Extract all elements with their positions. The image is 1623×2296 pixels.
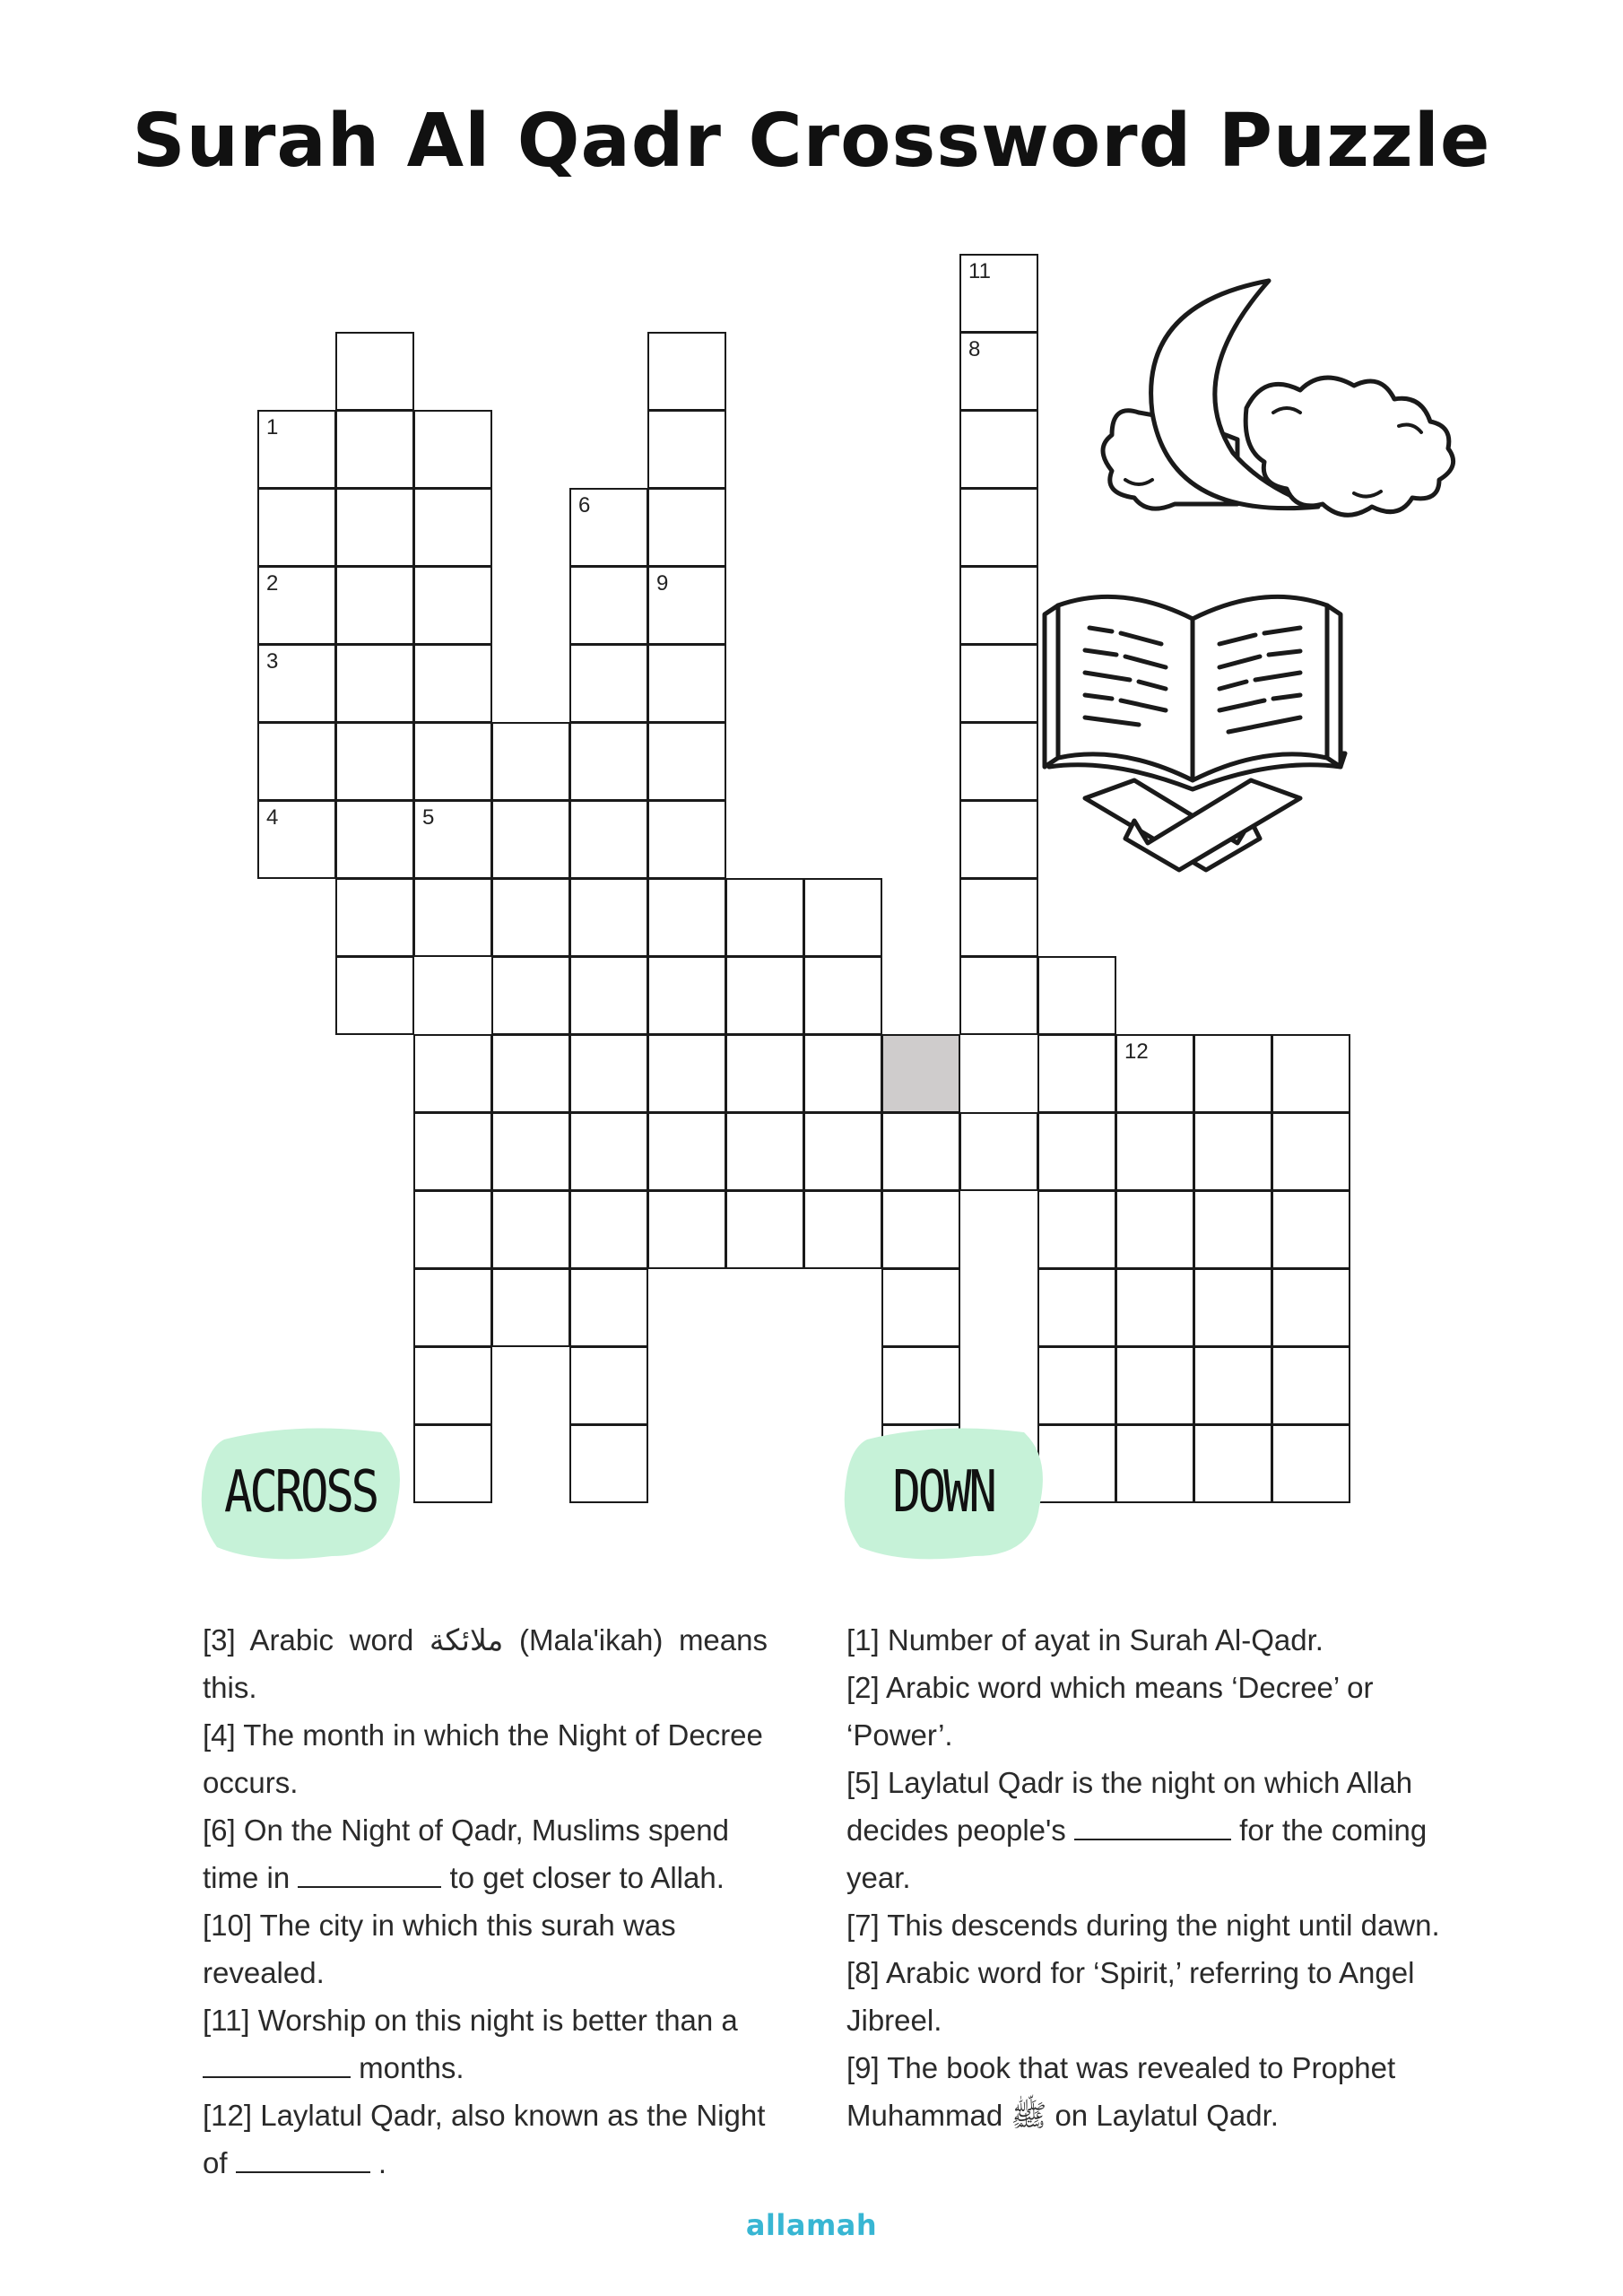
crossword-cell[interactable]	[959, 410, 1038, 489]
crossword-cell[interactable]	[257, 566, 336, 645]
crossword-cell[interactable]	[257, 800, 336, 879]
crossword-cell[interactable]	[959, 254, 1038, 333]
clue-text: [6] On the Night of Qadr, Muslims spend time in	[203, 1813, 729, 1894]
crossword-cell[interactable]	[959, 1112, 1038, 1191]
crossword-cell[interactable]	[1193, 1112, 1272, 1191]
crossword-cell[interactable]	[1037, 1424, 1116, 1503]
clue-text: on Laylatul Qadr.	[1046, 2099, 1279, 2132]
down-clue-7	[846, 1901, 1465, 1949]
crossword-cell[interactable]	[569, 956, 648, 1035]
across-clue-3	[203, 1616, 768, 1711]
crossword-cell[interactable]	[647, 644, 726, 723]
clue-number: 2	[266, 571, 279, 596]
across-clue-list	[203, 1616, 768, 2187]
crossword-cell[interactable]	[569, 1346, 648, 1425]
crossword-cell[interactable]	[335, 332, 414, 411]
down-clue-list	[846, 1616, 1465, 2139]
crossword-cell[interactable]	[959, 644, 1038, 723]
crossword-cell[interactable]	[335, 488, 414, 567]
crossword-cell[interactable]	[1115, 1190, 1194, 1269]
clue-text: [11] Worship on this night is better than a	[203, 2004, 738, 2037]
crossword-cell[interactable]	[1271, 1268, 1350, 1347]
crossword-cell[interactable]	[1271, 1190, 1350, 1269]
clue-number: 6	[578, 493, 591, 517]
crossword-cell[interactable]	[725, 1034, 804, 1113]
across-clue-10	[203, 1901, 768, 1996]
crossword-cell[interactable]	[1115, 1034, 1194, 1113]
crossword-cell[interactable]	[413, 566, 492, 645]
crossword-cell[interactable]	[413, 1346, 492, 1425]
answer-blank	[298, 1859, 441, 1888]
crossword-cell[interactable]	[1271, 1346, 1350, 1425]
crossword-cell[interactable]	[335, 956, 414, 1035]
clue-text: [12] Laylatul Qadr, also known as the Night of	[203, 2099, 766, 2179]
crossword-cell[interactable]	[647, 878, 726, 957]
clue-text: (Mala'ikah) means this.	[203, 1623, 768, 1704]
crossword-cell[interactable]	[1115, 1346, 1194, 1425]
crossword-cell[interactable]	[569, 1190, 648, 1269]
crossword-cell[interactable]	[569, 878, 648, 957]
crossword-cell[interactable]	[881, 1268, 960, 1347]
crossword-cell[interactable]	[491, 1268, 570, 1347]
clue-text: [7] This descends during the night until dawn.	[846, 1909, 1440, 1942]
clue-text: [8] Arabic word for ‘Spirit,’ referring to Angel Jibreel.	[846, 1956, 1415, 2037]
crossword-cell[interactable]	[257, 488, 336, 567]
crescent-moon-cloud-icon	[1085, 269, 1480, 565]
crossword-cell[interactable]	[569, 722, 648, 801]
crossword-cell[interactable]	[881, 1346, 960, 1425]
clue-text: [4] The month in which the Night of Decree occurs.	[203, 1718, 763, 1799]
clue-text: to get closer to Allah.	[441, 1861, 725, 1894]
crossword-cell[interactable]	[569, 1112, 648, 1191]
crossword-cell[interactable]	[725, 1112, 804, 1191]
crossword-cell[interactable]	[1037, 1112, 1116, 1191]
crossword-cell[interactable]	[881, 1112, 960, 1191]
crossword-cell[interactable]	[491, 1112, 570, 1191]
pbuh-symbol: ﷺ	[1011, 2098, 1047, 2133]
crossword-cell[interactable]	[725, 1190, 804, 1269]
across-clue-6	[203, 1806, 768, 1901]
puzzle-title: Surah Al Qadr Crossword Puzzle	[132, 99, 1491, 184]
crossword-cell[interactable]	[569, 566, 648, 645]
clue-number: 9	[656, 571, 669, 596]
crossword-cell[interactable]	[413, 1424, 492, 1503]
crossword-cell[interactable]	[1193, 1346, 1272, 1425]
crossword-cell[interactable]	[959, 956, 1038, 1035]
crossword-cell[interactable]	[1193, 1190, 1272, 1269]
crossword-cell[interactable]	[569, 1034, 648, 1113]
crossword-cell[interactable]	[647, 1112, 726, 1191]
crossword-cell[interactable]	[413, 800, 492, 879]
down-clue-9	[846, 2044, 1465, 2139]
crossword-cell[interactable]	[959, 332, 1038, 411]
crossword-cell[interactable]	[959, 878, 1038, 957]
crossword-cell[interactable]	[1037, 956, 1116, 1035]
clue-text: [10] The city in which this surah was revealed.	[203, 1909, 676, 1989]
crossword-cell[interactable]	[1271, 1034, 1350, 1113]
clue-number: 11	[968, 259, 991, 283]
crossword-cell[interactable]	[569, 488, 648, 567]
crossword-cell[interactable]	[803, 1190, 882, 1269]
crossword-cell[interactable]	[569, 800, 648, 879]
crossword-cell[interactable]	[413, 1268, 492, 1347]
clue-number: 8	[968, 337, 981, 361]
crossword-cell[interactable]	[413, 1190, 492, 1269]
down-clue-1	[846, 1616, 1465, 1664]
crossword-cell[interactable]	[335, 722, 414, 801]
crossword-cell[interactable]	[959, 722, 1038, 801]
crossword-cell[interactable]	[491, 800, 570, 879]
crossword-cell[interactable]	[335, 644, 414, 723]
crossword-cell[interactable]	[491, 956, 570, 1035]
crossword-cell[interactable]	[569, 1268, 648, 1347]
crossword-cell[interactable]	[335, 566, 414, 645]
crossword-cell[interactable]	[413, 488, 492, 567]
clue-text: [5] Laylatul Qadr is the night on which Allah decides people's	[846, 1766, 1413, 1847]
crossword-cell[interactable]	[491, 1034, 570, 1113]
across-clue-11	[203, 1996, 768, 2092]
across-heading: ACROSS	[224, 1459, 377, 1526]
clue-text: .	[369, 2146, 387, 2179]
clue-number: 4	[266, 805, 279, 830]
crossword-cell[interactable]	[335, 878, 414, 957]
crossword-cell[interactable]	[569, 644, 648, 723]
across-clue-4	[203, 1711, 768, 1806]
crossword-cell[interactable]	[725, 956, 804, 1035]
down-clue-8	[846, 1949, 1465, 2044]
crossword-cell[interactable]	[959, 566, 1038, 645]
crossword-cell[interactable]	[413, 1112, 492, 1191]
down-heading: DOWN	[892, 1459, 994, 1526]
clue-number: 5	[422, 805, 435, 830]
crossword-cell[interactable]	[803, 1112, 882, 1191]
clue-text: [3] Arabic word	[203, 1623, 430, 1657]
crossword-cell[interactable]	[647, 800, 726, 879]
crossword-cell[interactable]	[257, 722, 336, 801]
down-clue-2	[846, 1664, 1465, 1759]
crossword-cell[interactable]	[647, 488, 726, 567]
crossword-cell[interactable]	[647, 1034, 726, 1113]
answer-blank	[203, 2049, 351, 2078]
crossword-cell[interactable]	[569, 1424, 648, 1503]
clue-text: [9] The book that was revealed to Prophet Muhammad	[846, 2051, 1396, 2132]
crossword-cell[interactable]	[413, 1034, 492, 1113]
crossword-cell[interactable]	[1037, 1190, 1116, 1269]
crossword-blocked-cell	[881, 1034, 960, 1113]
clue-text: for the coming year.	[846, 1813, 1428, 1894]
crossword-cell[interactable]	[647, 956, 726, 1035]
crossword-cell[interactable]	[803, 956, 882, 1035]
across-clue-12	[203, 2092, 768, 2187]
crossword-cell[interactable]	[257, 410, 336, 489]
crossword-cell[interactable]	[491, 722, 570, 801]
answer-blank	[236, 2144, 370, 2173]
crossword-cell[interactable]	[647, 722, 726, 801]
crossword-cell[interactable]	[1271, 1112, 1350, 1191]
crossword-cell[interactable]	[647, 566, 726, 645]
crossword-cell[interactable]	[881, 1190, 960, 1269]
crossword-cell[interactable]	[413, 722, 492, 801]
crossword-cell[interactable]	[491, 1190, 570, 1269]
down-heading-badge	[840, 1422, 1046, 1563]
crossword-cell[interactable]	[647, 1190, 726, 1269]
crossword-cell[interactable]	[959, 488, 1038, 567]
crossword-cell[interactable]	[1115, 1112, 1194, 1191]
crossword-cell[interactable]	[413, 878, 492, 957]
crossword-cell[interactable]	[725, 878, 804, 957]
footer-brand-logo: allamah	[745, 2208, 878, 2242]
crossword-cell[interactable]	[803, 1034, 882, 1113]
crossword-cell[interactable]	[335, 800, 414, 879]
crossword-cell[interactable]	[257, 644, 336, 723]
clue-text: months.	[351, 2051, 464, 2084]
down-clue-5	[846, 1759, 1465, 1901]
clue-text: [1] Number of ayat in Surah Al-Qadr.	[846, 1623, 1324, 1657]
crossword-cell[interactable]	[413, 410, 492, 489]
crossword-cell[interactable]	[803, 878, 882, 957]
clue-number: 1	[266, 415, 279, 439]
crossword-cell[interactable]	[1193, 1424, 1272, 1503]
crossword-cell[interactable]	[1037, 1268, 1116, 1347]
clue-number: 12	[1124, 1039, 1149, 1064]
answer-blank	[1074, 1812, 1231, 1840]
crossword-cell[interactable]	[959, 800, 1038, 879]
across-heading-badge	[197, 1422, 404, 1563]
arabic-word: ملائكة	[429, 1622, 504, 1657]
crossword-cell[interactable]	[1193, 1034, 1272, 1113]
crossword-cell[interactable]	[1037, 1346, 1116, 1425]
crossword-cell[interactable]	[491, 878, 570, 957]
crossword-cell[interactable]	[335, 410, 414, 489]
clue-number: 3	[266, 649, 279, 674]
crossword-cell[interactable]	[1115, 1424, 1194, 1503]
crossword-cell[interactable]	[413, 644, 492, 723]
crossword-cell[interactable]	[647, 332, 726, 411]
clue-text: [2] Arabic word which means ‘Decree’ or ‘Power’.	[846, 1671, 1374, 1752]
open-quran-on-stand-icon	[1031, 574, 1354, 879]
crossword-cell[interactable]	[1271, 1424, 1350, 1503]
crossword-cell[interactable]	[1193, 1268, 1272, 1347]
crossword-cell[interactable]	[647, 410, 726, 489]
crossword-cell[interactable]	[1037, 1034, 1116, 1113]
crossword-cell[interactable]	[1115, 1268, 1194, 1347]
